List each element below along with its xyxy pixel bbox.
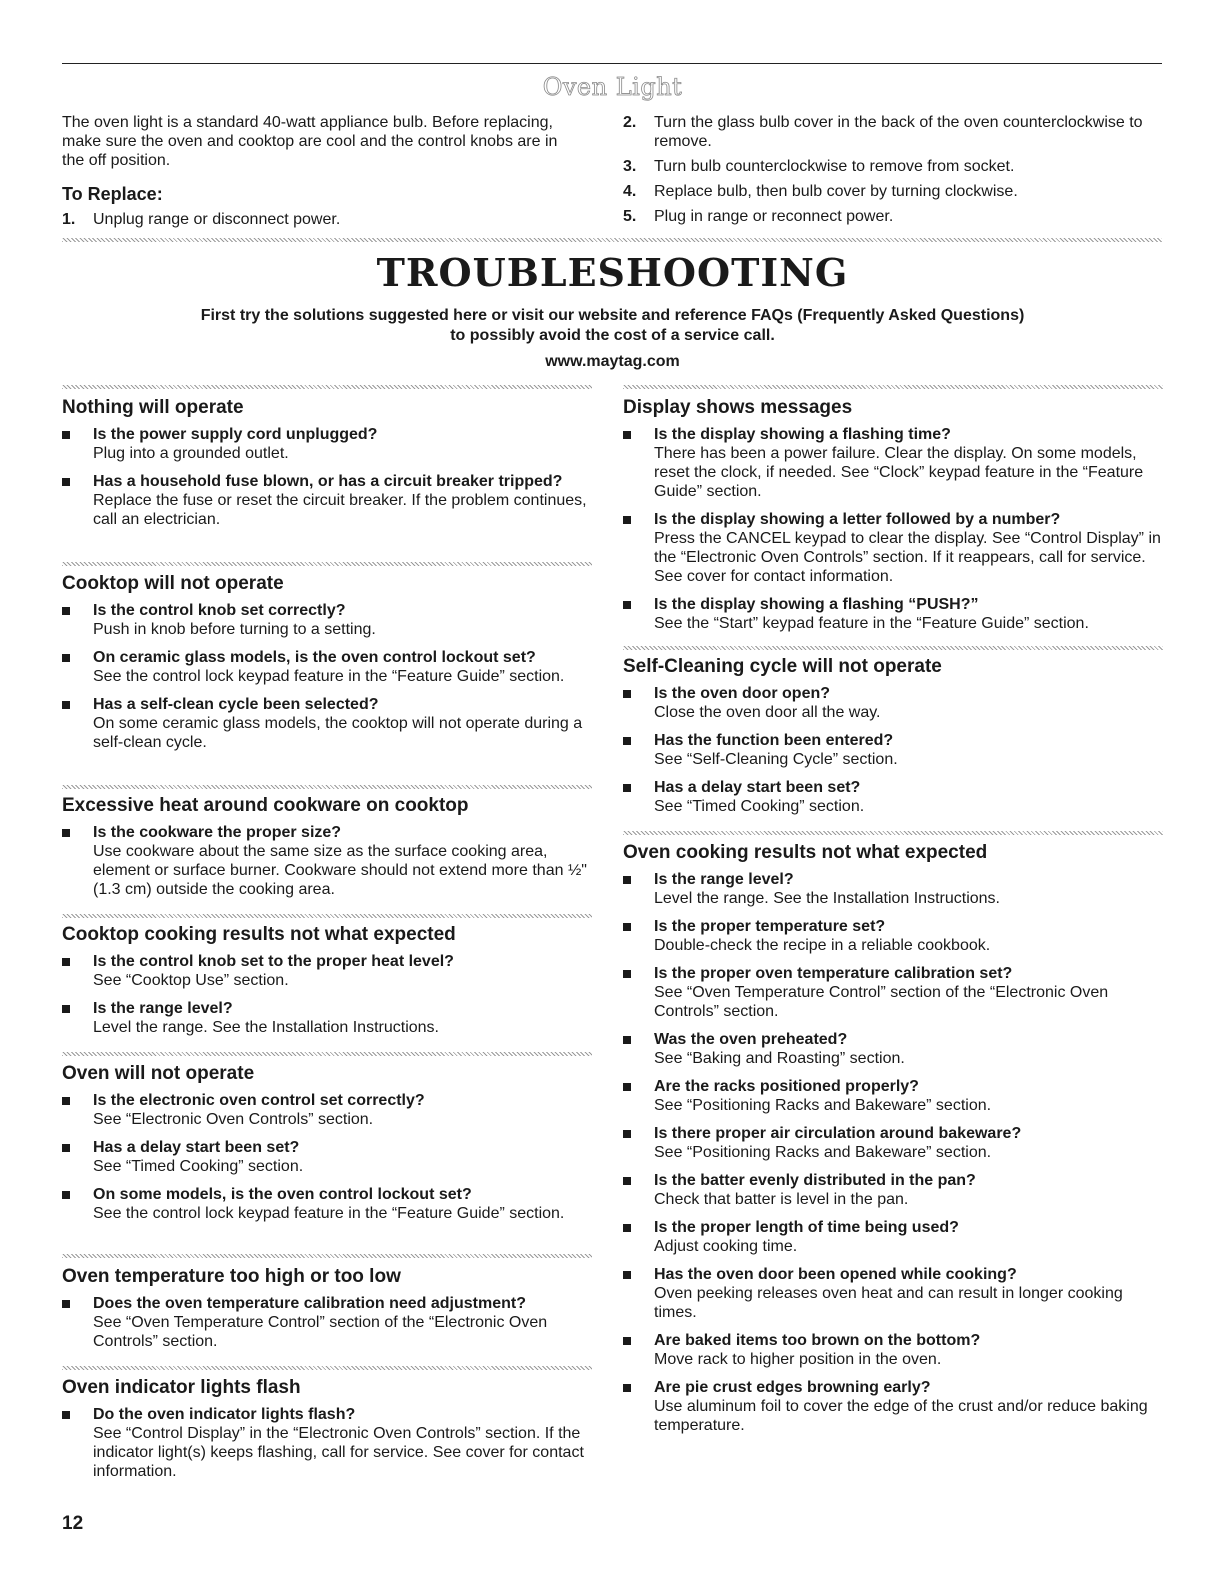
answer: Use aluminum foil to cover the edge of the crust and/or reduce baking temperature. — [654, 1398, 1148, 1434]
answer: Adjust cooking time. — [654, 1238, 798, 1255]
answer: See “Timed Cooking” section. — [93, 1158, 304, 1175]
answer: On some ceramic glass models, the cooktop will not operate during a self-clean cycle. — [93, 715, 583, 751]
square-bullet-icon — [623, 1036, 631, 1044]
question: Are the racks positioned properly? — [654, 1078, 919, 1095]
list-item — [62, 1405, 592, 1481]
list-item — [623, 1331, 1163, 1369]
square-bullet-icon — [62, 1144, 70, 1152]
question: Is the range level? — [93, 1000, 233, 1017]
answer: See “Cooktop Use” section. — [93, 972, 289, 989]
answer: Check that batter is level in the pan. — [654, 1191, 909, 1208]
section-title: Oven indicator lights flash — [62, 1377, 301, 1398]
oven-light-left-column — [62, 113, 562, 235]
question: Is there proper air circulation around bakeware? — [654, 1125, 1022, 1142]
subtitle-line-1: First try the solutions suggested here or visit our website and reference FAQs (Frequently Asked Questions) — [200, 307, 1025, 324]
section-title: Cooktop cooking results not what expected — [62, 924, 456, 945]
section-title: Nothing will operate — [62, 397, 244, 418]
list-item — [62, 1091, 592, 1129]
answer: See the control lock keypad feature in the “Feature Guide” section. — [93, 1205, 565, 1222]
list-item — [62, 1138, 592, 1176]
step-number: 2. — [623, 114, 637, 131]
question: Is the proper length of time being used? — [654, 1219, 959, 1236]
question: Is the electronic oven control set correctly? — [93, 1092, 425, 1109]
question: Is the proper oven temperature calibration set? — [654, 965, 1013, 982]
step-4 — [623, 182, 1143, 201]
question: Is the control knob set correctly? — [93, 602, 346, 619]
answer: Plug into a grounded outlet. — [93, 445, 289, 462]
list-item — [623, 1124, 1163, 1162]
list-item — [623, 1378, 1163, 1435]
answer: Level the range. See the Installation Instructions. — [654, 890, 1000, 907]
square-bullet-icon — [62, 1411, 70, 1419]
square-bullet-icon — [623, 431, 631, 439]
question: Is the proper temperature set? — [654, 918, 886, 935]
question: Was the oven preheated? — [654, 1031, 848, 1048]
section-nothing-will-operate — [62, 398, 592, 538]
step-number: 1. — [62, 211, 76, 228]
step-1 — [62, 210, 562, 229]
list-item — [623, 1265, 1163, 1322]
section-self-cleaning-cycle-will-not-operate — [623, 657, 1163, 825]
square-bullet-icon — [62, 478, 70, 486]
section-oven-temperature-too-high-or-too-low — [62, 1267, 592, 1360]
answer: See “Oven Temperature Control” section of the “Electronic Oven Controls” section. — [654, 984, 1109, 1020]
square-bullet-icon — [62, 1097, 70, 1105]
square-bullet-icon — [623, 601, 631, 609]
step-number: 5. — [623, 208, 637, 225]
question: Are baked items too brown on the bottom? — [654, 1332, 981, 1349]
square-bullet-icon — [62, 958, 70, 966]
section-oven-cooking-results-not-what-expected — [623, 843, 1163, 1444]
square-bullet-icon — [62, 1191, 70, 1199]
square-bullet-icon — [62, 1300, 70, 1308]
question: Is the range level? — [654, 871, 794, 888]
question: Is the batter evenly distributed in the pan? — [654, 1172, 976, 1189]
answer: See “Timed Cooking” section. — [654, 798, 865, 815]
question: On some models, is the oven control lockout set? — [93, 1186, 472, 1203]
answer: See “Electronic Oven Controls” section. — [93, 1111, 374, 1128]
square-bullet-icon — [62, 431, 70, 439]
question: Is the cookware the proper size? — [93, 824, 342, 841]
step-text: Unplug range or disconnect power. — [93, 211, 341, 228]
list-item — [623, 684, 1163, 722]
square-bullet-icon — [623, 516, 631, 524]
square-bullet-icon — [623, 1271, 631, 1279]
section-divider — [62, 238, 1162, 242]
website-url: www.maytag.com — [545, 353, 680, 370]
question: Has a delay start been set? — [654, 779, 861, 796]
square-bullet-icon — [623, 737, 631, 745]
section-cooktop-will-not-operate — [62, 574, 592, 761]
answer: There has been a power failure. Clear the display. On some models, reset the clock, if needed. See “Clock” keypad feature in the “Feature Guide” section. — [654, 445, 1144, 500]
section-divider — [62, 785, 592, 789]
list-item — [62, 999, 592, 1037]
step-number: 4. — [623, 183, 637, 200]
answer: Double-check the recipe in a reliable cookbook. — [654, 937, 991, 954]
page-number: 12 — [62, 1513, 84, 1534]
answer: Replace the fuse or reset the circuit breaker. If the problem continues, call an electrician. — [93, 492, 587, 528]
question: Is the oven door open? — [654, 685, 831, 702]
answer: See “Positioning Racks and Bakeware” section. — [654, 1144, 992, 1161]
step-2 — [623, 113, 1143, 151]
question: Do the oven indicator lights flash? — [93, 1406, 356, 1423]
list-item — [623, 425, 1163, 501]
list-item — [62, 472, 592, 529]
section-divider — [62, 914, 592, 918]
answer: Push in knob before turning to a setting. — [93, 621, 376, 638]
answer: Oven peeking releases oven heat and can result in longer cooking times. — [654, 1285, 1123, 1321]
square-bullet-icon — [623, 923, 631, 931]
answer: See the control lock keypad feature in the “Feature Guide” section. — [93, 668, 565, 685]
question: Does the oven temperature calibration need adjustment? — [93, 1295, 526, 1312]
oven-light-intro: The oven light is a standard 40-watt appliance bulb. Before replacing, make sure the oven and cooktop are cool and the control knobs are in the off position. — [62, 114, 558, 169]
step-number: 3. — [623, 158, 637, 175]
list-item — [62, 952, 592, 990]
question: Has a household fuse blown, or has a circuit breaker tripped? — [93, 473, 563, 490]
answer: See the “Start” keypad feature in the “Feature Guide” section. — [654, 615, 1089, 632]
answer: Use cookware about the same size as the surface cooking area, element or surface burner. Cookware should not extend more than ½" (1.3 cm) outside the cooking area. — [93, 843, 587, 898]
square-bullet-icon — [623, 784, 631, 792]
question: Has a delay start been set? — [93, 1139, 300, 1156]
list-item — [62, 648, 592, 686]
section-display-shows-messages — [623, 398, 1163, 642]
list-item — [623, 1171, 1163, 1209]
answer: See “Baking and Roasting” section. — [654, 1050, 905, 1067]
list-item — [623, 870, 1163, 908]
question: Is the power supply cord unplugged? — [93, 426, 378, 443]
section-divider — [62, 1254, 592, 1258]
square-bullet-icon — [62, 701, 70, 709]
step-text: Turn bulb counterclockwise to remove from socket. — [654, 158, 1015, 175]
section-title: Oven cooking results not what expected — [623, 842, 988, 863]
list-item — [62, 425, 592, 463]
section-title: Excessive heat around cookware on cooktop — [62, 795, 469, 816]
question: Is the control knob set to the proper heat level? — [93, 953, 454, 970]
square-bullet-icon — [623, 1083, 631, 1091]
list-item — [62, 823, 592, 899]
square-bullet-icon — [623, 690, 631, 698]
square-bullet-icon — [62, 1005, 70, 1013]
troubleshooting-subtitle — [100, 306, 1125, 372]
square-bullet-icon — [623, 1384, 631, 1392]
list-item — [62, 695, 592, 752]
section-cooktop-cooking-results-not-what-expected — [62, 925, 592, 1046]
question: Has a self-clean cycle been selected? — [93, 696, 379, 713]
answer: See “Self-Cleaning Cycle” section. — [654, 751, 898, 768]
question: Has the function been entered? — [654, 732, 894, 749]
section-oven-indicator-lights-flash — [62, 1378, 592, 1490]
square-bullet-icon — [62, 829, 70, 837]
section-excessive-heat-around-cookware-on-cooktop — [62, 796, 592, 908]
list-item — [623, 1077, 1163, 1115]
section-divider — [62, 562, 592, 566]
answer: See “Oven Temperature Control” section of the “Electronic Oven Controls” section. — [93, 1314, 548, 1350]
list-item — [623, 778, 1163, 816]
list-item — [62, 1185, 592, 1223]
square-bullet-icon — [623, 1177, 631, 1185]
list-item — [623, 964, 1163, 1021]
answer: Press the CANCEL keypad to clear the display. See “Control Display” in the “Electronic Oven Controls” section. If it reappears, call for service. See cover for contact information. — [654, 530, 1161, 585]
answer: Level the range. See the Installation Instructions. — [93, 1019, 439, 1036]
list-item — [623, 917, 1163, 955]
section-divider — [623, 646, 1163, 650]
square-bullet-icon — [623, 1337, 631, 1345]
list-item — [623, 1218, 1163, 1256]
answer: See “Control Display” in the “Electronic Oven Controls” section. If the indicator light(s) keeps flashing, call for service. See cover for contact information. — [93, 1425, 584, 1480]
square-bullet-icon — [623, 1130, 631, 1138]
question: On ceramic glass models, is the oven control lockout set? — [93, 649, 536, 666]
section-oven-will-not-operate — [62, 1064, 592, 1232]
list-item — [623, 1030, 1163, 1068]
to-replace-heading: To Replace: — [62, 184, 163, 204]
step-text: Turn the glass bulb cover in the back of the oven counterclockwise to remove. — [654, 114, 1143, 150]
section-title: Oven temperature too high or too low — [62, 1266, 401, 1287]
question: Has the oven door been opened while cooking? — [654, 1266, 1017, 1283]
step-text: Plug in range or reconnect power. — [654, 208, 894, 225]
oven-light-title: Oven Light — [542, 73, 683, 101]
list-item — [623, 510, 1163, 586]
troubleshooting-title: TROUBLESHOOTING — [376, 250, 849, 295]
top-rule — [62, 63, 1162, 64]
list-item — [62, 1294, 592, 1351]
section-divider — [623, 385, 1163, 389]
square-bullet-icon — [62, 607, 70, 615]
section-divider — [623, 831, 1163, 835]
square-bullet-icon — [62, 654, 70, 662]
answer: Close the oven door all the way. — [654, 704, 881, 721]
question: Is the display showing a flashing time? — [654, 426, 951, 443]
section-title: Cooktop will not operate — [62, 573, 284, 594]
answer: See “Positioning Racks and Bakeware” section. — [654, 1097, 992, 1114]
square-bullet-icon — [623, 1224, 631, 1232]
answer: Move rack to higher position in the oven. — [654, 1351, 942, 1368]
subtitle-line-2: to possibly avoid the cost of a service call. — [450, 327, 775, 344]
section-title: Self-Cleaning cycle will not operate — [623, 656, 942, 677]
step-text: Replace bulb, then bulb cover by turning clockwise. — [654, 183, 1018, 200]
question: Is the display showing a flashing “PUSH?” — [654, 596, 979, 613]
square-bullet-icon — [623, 876, 631, 884]
square-bullet-icon — [623, 970, 631, 978]
list-item — [623, 731, 1163, 769]
list-item — [62, 601, 592, 639]
list-item — [623, 595, 1163, 633]
section-divider — [62, 1366, 592, 1370]
section-title: Display shows messages — [623, 397, 853, 418]
question: Is the display showing a letter followed by a number? — [654, 511, 1061, 528]
question: Are pie crust edges browning early? — [654, 1379, 931, 1396]
oven-light-right-column — [623, 113, 1143, 232]
section-title: Oven will not operate — [62, 1063, 255, 1084]
step-5 — [623, 207, 1143, 226]
section-divider — [62, 385, 592, 389]
section-divider — [62, 1052, 592, 1056]
step-3 — [623, 157, 1143, 176]
